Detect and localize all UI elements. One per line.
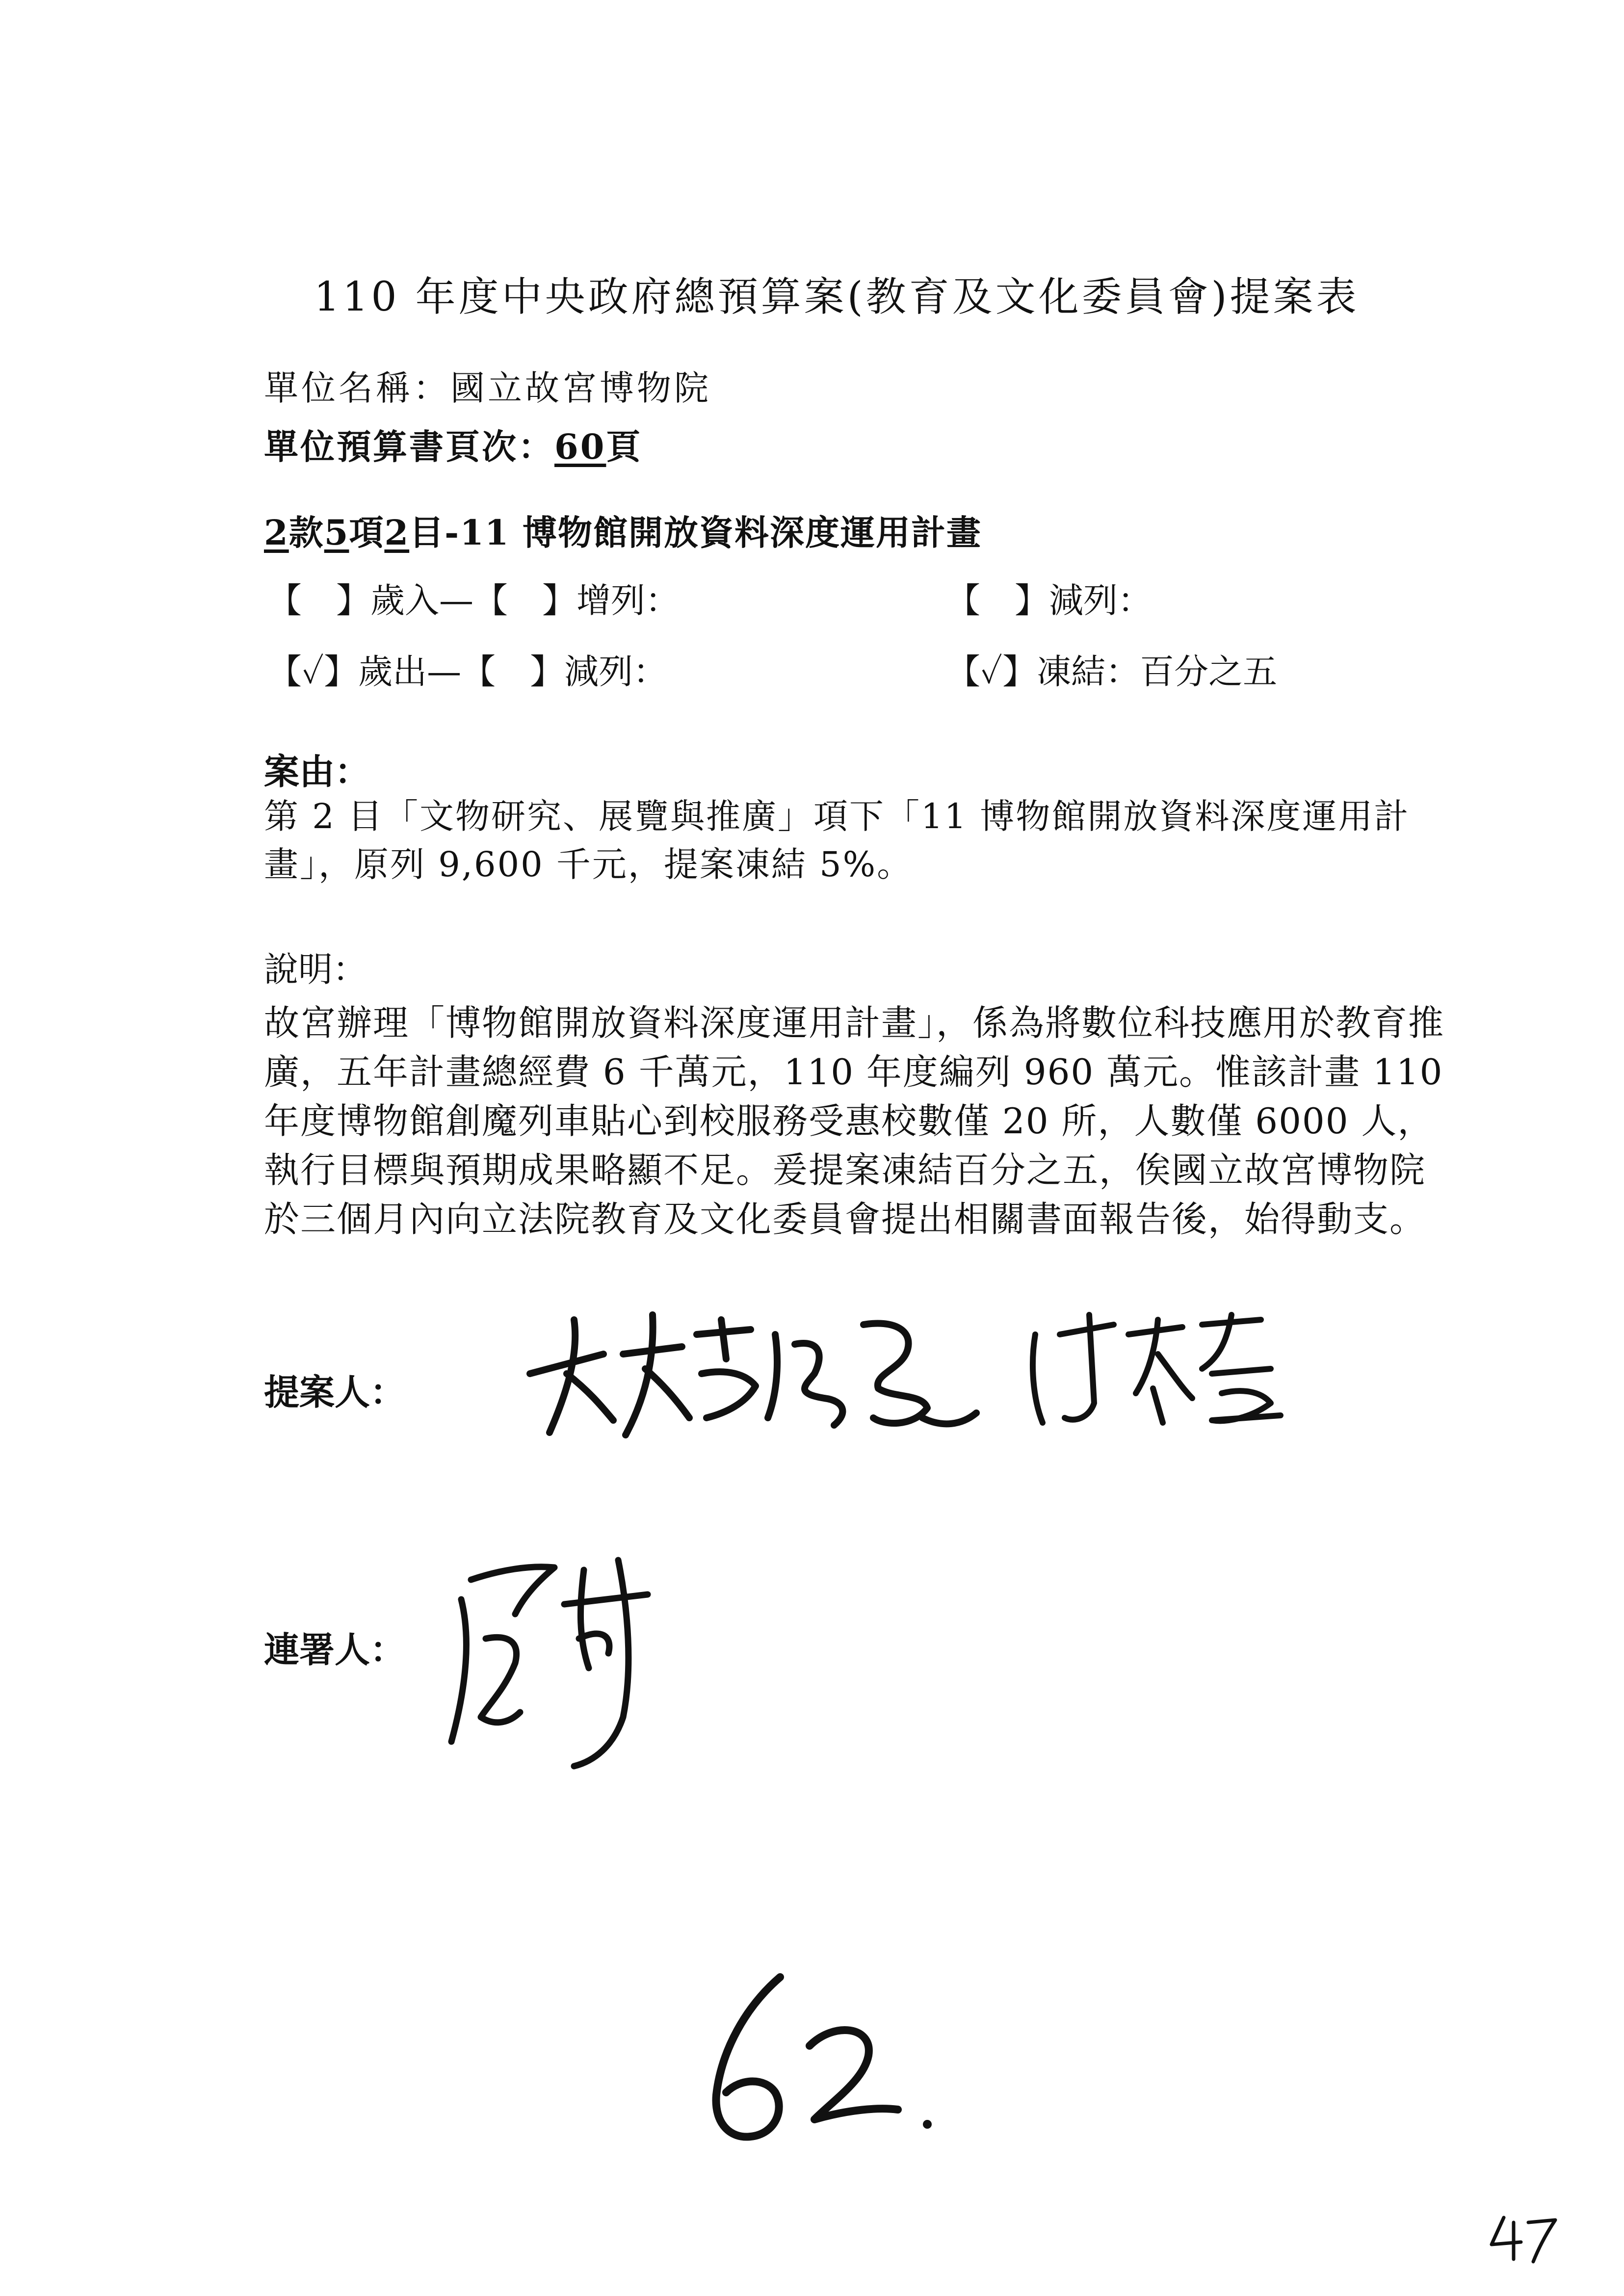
reason-heading: 案由： bbox=[264, 751, 370, 792]
item-mu-number: 2 bbox=[384, 512, 410, 553]
reason-text: 第 2 目「文物研究、展覽與推廣」項下「11 博物館開放資料深度運用計畫」，原列 9,600 千元，提案凍結 5%。 bbox=[264, 796, 1410, 885]
budget-item-line bbox=[264, 505, 982, 555]
unit-name: 單位名稱：國立故宮博物院 bbox=[264, 368, 711, 408]
explanation-text: 故宮辦理「博物館開放資料深度運用計畫」，係為將數位科技應用於教育推廣，五年計畫總經費 6 千萬元，110 年度編列 960 萬元。惟該計畫 110 年度博物館創魔列車貼心到校服務受惠校數僅 20 所，人數僅 6000 人，執行目標與預期成果略顯不足。爰提案凍結百分之五，俟國立故宮博物院於三個月內向立法院教育及文化委員會提出相關書面報告後，始得動支。 bbox=[264, 1002, 1445, 1240]
proposer-label: 提案人： bbox=[264, 1371, 406, 1413]
budget-page-reference bbox=[264, 419, 642, 469]
explanation-heading: 說明： bbox=[264, 949, 367, 990]
cosigner-label: 連署人： bbox=[264, 1629, 406, 1670]
checkbox-revenue-increase: 【 】歲入—【 】增列： bbox=[267, 580, 680, 621]
item-kuan-label: 款 bbox=[288, 512, 324, 553]
proposer-signature-2 bbox=[1016, 1305, 1290, 1433]
page-ref-suffix: 頁 bbox=[606, 426, 643, 467]
item-mu-label: 目-11 博物館開放資料深度運用計畫 bbox=[409, 512, 982, 553]
cosigner-signature bbox=[432, 1540, 687, 1776]
item-kuan-number: 2 bbox=[264, 512, 289, 553]
checkbox-expenditure-decrease: 【✓】歲出—【 】減列： bbox=[267, 652, 668, 692]
proposer-signature-1 bbox=[520, 1300, 991, 1447]
handwritten-page-number bbox=[687, 1967, 962, 2164]
document-title: 110 年度中央政府總預算案(教育及文化委員會)提案表 bbox=[314, 274, 1360, 320]
page-ref-number: 60 bbox=[554, 426, 606, 467]
handwritten-corner-number bbox=[1487, 2213, 1560, 2267]
checkbox-expenditure-freeze: 【✓】凍結：百分之五 bbox=[946, 652, 1278, 692]
page-ref-label: 單位預算書頁次： bbox=[264, 426, 554, 467]
item-xiang-number: 5 bbox=[324, 512, 349, 553]
checkbox-revenue-decrease: 【 】減列： bbox=[946, 580, 1152, 621]
item-xiang-label: 項 bbox=[349, 512, 385, 553]
